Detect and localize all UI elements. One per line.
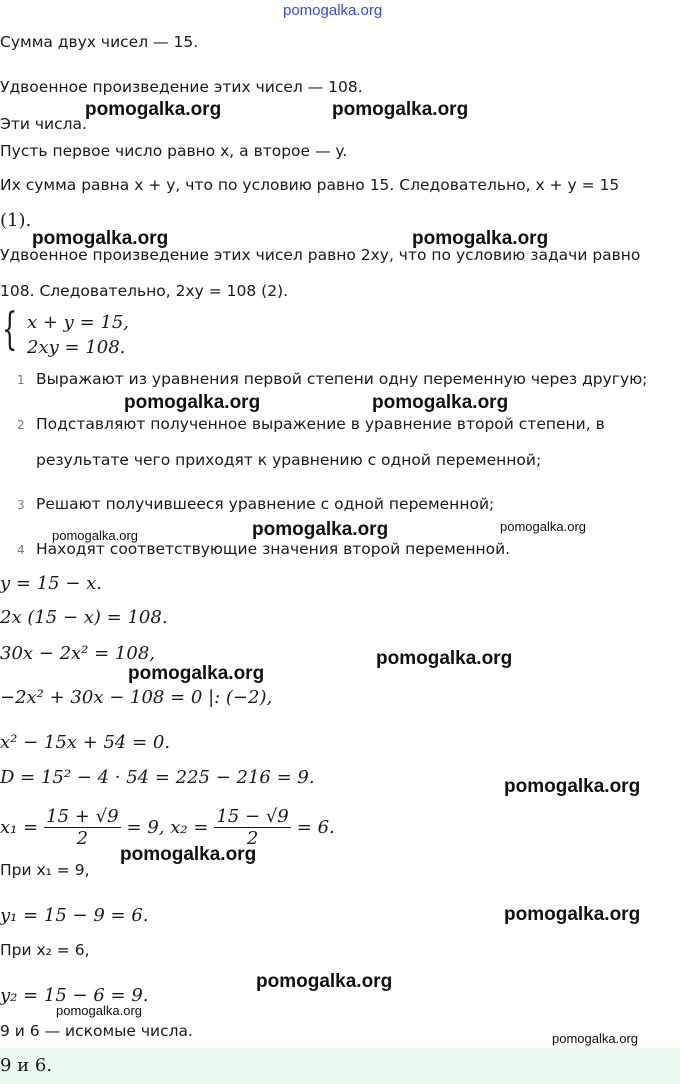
x1-lhs: x₁ = bbox=[0, 817, 39, 838]
text-line-2: Удвоенное произведение этих чисел — 108. bbox=[0, 78, 363, 96]
watermark: pomogalka.org bbox=[376, 648, 513, 669]
system-eq-1: x + y = 15, bbox=[27, 312, 129, 333]
watermark: pomogalka.org bbox=[85, 99, 222, 120]
x1-denominator: 2 bbox=[76, 828, 89, 849]
x1-numerator: 15 + √9 bbox=[46, 806, 119, 827]
y1-line: y₁ = 15 − 9 = 6. bbox=[0, 905, 149, 926]
roots-formula bbox=[0, 806, 335, 849]
step-number-3: 3 bbox=[17, 498, 25, 512]
watermark: pomogalka.org bbox=[256, 971, 393, 992]
final-line: 9 и 6 — искомые числа. bbox=[0, 1022, 193, 1040]
case-line-2: При x₂ = 6, bbox=[0, 941, 90, 959]
watermark: pomogalka.org bbox=[372, 392, 509, 413]
step-text-2b: результате чего приходят к уравнению с одной переменной; bbox=[36, 451, 542, 469]
solution-line-4: −2x² + 30x − 108 = 0 |: (−2), bbox=[0, 687, 273, 708]
step-text-4: Находят соответствующие значения второй переменной. bbox=[36, 540, 511, 558]
x1-result: = 9, x₂ = bbox=[126, 817, 209, 838]
step-text-1: Выражают из уравнения первой степени одну переменную через другую; bbox=[36, 370, 648, 388]
watermark: pomogalka.org bbox=[32, 228, 169, 249]
x2-fraction bbox=[214, 806, 290, 849]
watermark: pomogalka.org bbox=[412, 228, 549, 249]
text-line-5: Их сумма равна x + y, что по условию равно 15. Следовательно, x + y = 15 bbox=[0, 176, 620, 194]
solution-line-6: D = 15² − 4 · 54 = 225 − 216 = 9. bbox=[0, 767, 315, 788]
step-text-2: Подставляют полученное выражение в уравнение второй степени, в bbox=[36, 415, 605, 433]
watermark: pomogalka.org bbox=[120, 844, 257, 865]
answer-text: 9 и 6. bbox=[0, 1055, 53, 1076]
text-line-8: 108. Следовательно, 2xy = 108 (2). bbox=[0, 282, 289, 300]
y2-line: y₂ = 15 − 6 = 9. bbox=[0, 985, 149, 1006]
text-line-7: Удвоенное произведение этих чисел равно 2xy, что по условию задачи равно bbox=[0, 246, 641, 264]
text-line-6: (1). bbox=[0, 210, 32, 231]
x1-fraction bbox=[44, 806, 120, 849]
text-line-4: Пусть первое число равно x, а второе — y. bbox=[0, 142, 348, 160]
step-number-2: 2 bbox=[17, 418, 25, 432]
case-line-1: При x₁ = 9, bbox=[0, 861, 90, 879]
watermark-small: pomogalka.org bbox=[56, 1003, 142, 1018]
watermark-small: pomogalka.org bbox=[500, 519, 586, 534]
text-line-1: Сумма двух чисел — 15. bbox=[0, 33, 199, 51]
x2-result: = 6. bbox=[296, 817, 335, 838]
watermark: pomogalka.org bbox=[504, 776, 641, 797]
watermark-top[interactable]: pomogalka.org bbox=[283, 2, 383, 19]
system-brace: { bbox=[2, 304, 18, 355]
watermark: pomogalka.org bbox=[504, 904, 641, 925]
system-eq-2: 2xy = 108. bbox=[27, 337, 126, 358]
watermark-small: pomogalka.org bbox=[552, 1031, 638, 1046]
watermark: pomogalka.org bbox=[128, 663, 265, 684]
solution-line-1: y = 15 − x. bbox=[0, 573, 102, 594]
watermark-small: pomogalka.org bbox=[52, 528, 138, 543]
step-number-1: 1 bbox=[17, 373, 25, 387]
watermark: pomogalka.org bbox=[332, 99, 469, 120]
x2-denominator: 2 bbox=[246, 828, 259, 849]
x2-numerator: 15 − √9 bbox=[216, 806, 289, 827]
solution-line-5: x² − 15x + 54 = 0. bbox=[0, 732, 171, 753]
step-number-4: 4 bbox=[17, 543, 25, 557]
solution-line-3: 30x − 2x² = 108, bbox=[0, 643, 156, 664]
solution-line-2: 2x (15 − x) = 108. bbox=[0, 607, 168, 628]
step-text-3: Решают получившееся уравнение с одной переменной; bbox=[36, 495, 495, 513]
answer-box bbox=[0, 1048, 680, 1084]
text-line-3: Эти числа. bbox=[0, 115, 87, 133]
watermark: pomogalka.org bbox=[252, 519, 389, 540]
watermark: pomogalka.org bbox=[124, 392, 261, 413]
